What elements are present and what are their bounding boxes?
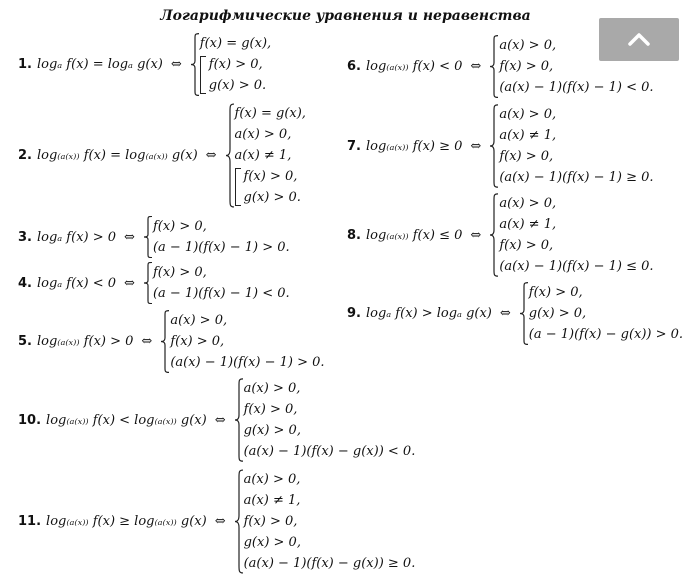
brace [489,104,499,188]
condition-system [160,310,324,373]
curly-brace-icon [234,378,244,462]
condition: (a(x) − 1)(f(x) − g(x)) ≥ 0. [243,556,416,571]
sub-condition: f(x) > 0, [243,169,298,184]
condition: (a − 1)(f(x) − 1) > 0. [152,240,290,255]
condition: g(x) > 0, [243,423,301,438]
sub-condition-group [235,166,306,208]
condition: f(x) > 0, [243,402,298,417]
curly-brace-icon [143,262,153,304]
formula-7 [347,104,654,188]
formula-lhs: log₍ₐ₍ₓ₎₎ f(x) > 0 [36,334,134,349]
condition-system [489,193,653,277]
condition: a(x) > 0, [170,313,228,328]
condition-system [143,216,290,258]
formula-lhs: log₍ₐ₍ₓ₎₎ f(x) ≥ log₍ₐ₍ₓ₎₎ g(x) [46,514,207,529]
curly-brace-icon [190,33,200,96]
condition: a(x) > 0, [499,196,557,211]
condition: f(x) > 0, [243,514,298,529]
equivalence-sign: ⇔ [214,514,226,529]
equivalence-sign: ⇔ [124,229,135,245]
condition-system [519,282,683,345]
equivalence-sign: ⇔ [170,57,182,72]
square-bracket-icon [200,56,206,94]
condition: g(x) > 0, [528,306,587,321]
equivalence-sign: ⇔ [141,334,153,349]
formula-10 [18,378,415,462]
condition: f(x) > 0, [499,59,554,74]
condition-list [244,378,416,462]
condition: a(x) > 0, [499,38,557,53]
condition-list [499,104,653,188]
condition-list [170,310,324,373]
condition: a(x) > 0, [243,381,301,396]
condition: f(x) = g(x), [234,106,306,121]
formula-8 [347,193,654,277]
formula-number: 6. [347,59,361,74]
formula-9 [347,282,683,345]
condition: f(x) > 0, [152,219,207,234]
formula-11 [18,469,415,574]
condition-list [499,35,653,98]
condition: f(x) > 0, [499,149,554,164]
formula-3 [18,216,290,258]
condition: a(x) > 0, [243,472,301,487]
formula-number: 4. [18,275,32,291]
formula-number: 11. [18,514,42,529]
formula-4 [18,262,290,304]
condition-system [225,103,306,208]
condition-list [244,469,416,574]
condition-system [190,33,271,96]
brace [225,103,235,208]
condition: (a(x) − 1)(f(x) − g(x)) < 0. [243,444,416,459]
condition: f(x) > 0, [152,265,207,280]
condition: a(x) > 0, [234,127,292,142]
condition: g(x) > 0, [243,535,301,550]
sub-condition-list [244,166,301,208]
formula-number: 2. [18,148,32,163]
brace [143,262,153,304]
condition-system [234,378,416,462]
equivalence-sign: ⇔ [214,412,226,428]
condition-system [143,262,290,304]
formula-number: 5. [18,334,32,349]
condition: a(x) ≠ 1, [499,128,557,143]
formula-lhs: logₐ f(x) = logₐ g(x) [36,57,163,72]
condition: (a(x) − 1)(f(x) − 1) > 0. [170,355,325,370]
curly-brace-icon [234,469,244,574]
condition-list [153,216,290,258]
condition: (a(x) − 1)(f(x) − 1) < 0. [499,80,654,95]
formula-number: 3. [18,229,32,245]
sub-condition: g(x) > 0. [243,190,301,205]
formula-5 [18,310,325,373]
formula-lhs: log₍ₐ₍ₓ₎₎ f(x) < log₍ₐ₍ₓ₎₎ g(x) [46,412,207,428]
formula-number: 7. [347,138,361,154]
condition: f(x) = g(x), [199,36,272,51]
formula-lhs: logₐ f(x) < 0 [36,275,117,291]
brace [190,33,200,96]
formula-6 [347,35,654,98]
sub-condition: g(x) > 0. [208,78,267,93]
brace [160,310,170,373]
condition: (a − 1)(f(x) − 1) < 0. [152,286,290,301]
equivalence-sign: ⇔ [470,59,482,74]
brace [143,216,153,258]
condition-list [529,282,683,345]
formula-lhs: log₍ₐ₍ₓ₎₎ f(x) = log₍ₐ₍ₓ₎₎ g(x) [36,148,198,163]
curly-brace-icon [489,35,499,98]
formula-lhs: log₍ₐ₍ₓ₎₎ f(x) < 0 [365,59,463,74]
brace [489,35,499,98]
formula-lhs: log₍ₐ₍ₓ₎₎ f(x) ≥ 0 [365,138,463,154]
condition: f(x) > 0, [170,334,225,349]
condition: f(x) > 0, [528,285,583,300]
curly-brace-icon [489,193,499,277]
condition-system [489,35,653,98]
condition-system [234,469,416,574]
condition: a(x) > 0, [499,107,557,122]
equivalence-sign: ⇔ [470,227,482,243]
condition: a(x) ≠ 1, [243,493,301,508]
condition: (a(x) − 1)(f(x) − 1) ≤ 0. [499,259,654,274]
sub-condition-group [200,54,271,96]
equivalence-sign: ⇔ [124,275,135,291]
formula-1 [18,33,271,96]
condition-list [153,262,290,304]
condition: a(x) ≠ 1, [499,217,557,232]
equivalence-sign: ⇔ [499,306,511,321]
condition-list [200,33,271,96]
condition-list [499,193,653,277]
curly-brace-icon [519,282,529,345]
condition: (a(x) − 1)(f(x) − 1) ≥ 0. [499,170,654,185]
condition: f(x) > 0, [499,238,554,253]
curly-brace-icon [143,216,153,258]
equivalence-sign: ⇔ [470,138,482,154]
page-title: Логарифмические уравнения и неравенства [160,8,531,24]
sub-condition: f(x) > 0, [208,57,263,72]
brace [234,378,244,462]
brace [519,282,529,345]
brace [489,193,499,277]
formula-lhs: logₐ f(x) > logₐ g(x) [365,306,492,321]
condition: a(x) ≠ 1, [234,148,292,163]
brace [234,469,244,574]
formula-number: 9. [347,306,361,321]
sub-condition-list [209,54,266,96]
formula-number: 10. [18,412,42,428]
square-bracket-icon [235,168,241,206]
curly-brace-icon [489,104,499,188]
equivalence-sign: ⇔ [205,148,217,163]
formula-2 [18,103,306,208]
formula-number: 8. [347,227,361,243]
formula-number: 1. [18,57,32,72]
condition-system [489,104,653,188]
formula-lhs: log₍ₐ₍ₓ₎₎ f(x) ≤ 0 [365,227,463,243]
curly-brace-icon [160,310,170,373]
formula-lhs: logₐ f(x) > 0 [36,229,117,245]
curly-brace-icon [225,103,235,208]
condition-list [235,103,306,208]
condition: (a − 1)(f(x) − g(x)) > 0. [528,327,684,342]
